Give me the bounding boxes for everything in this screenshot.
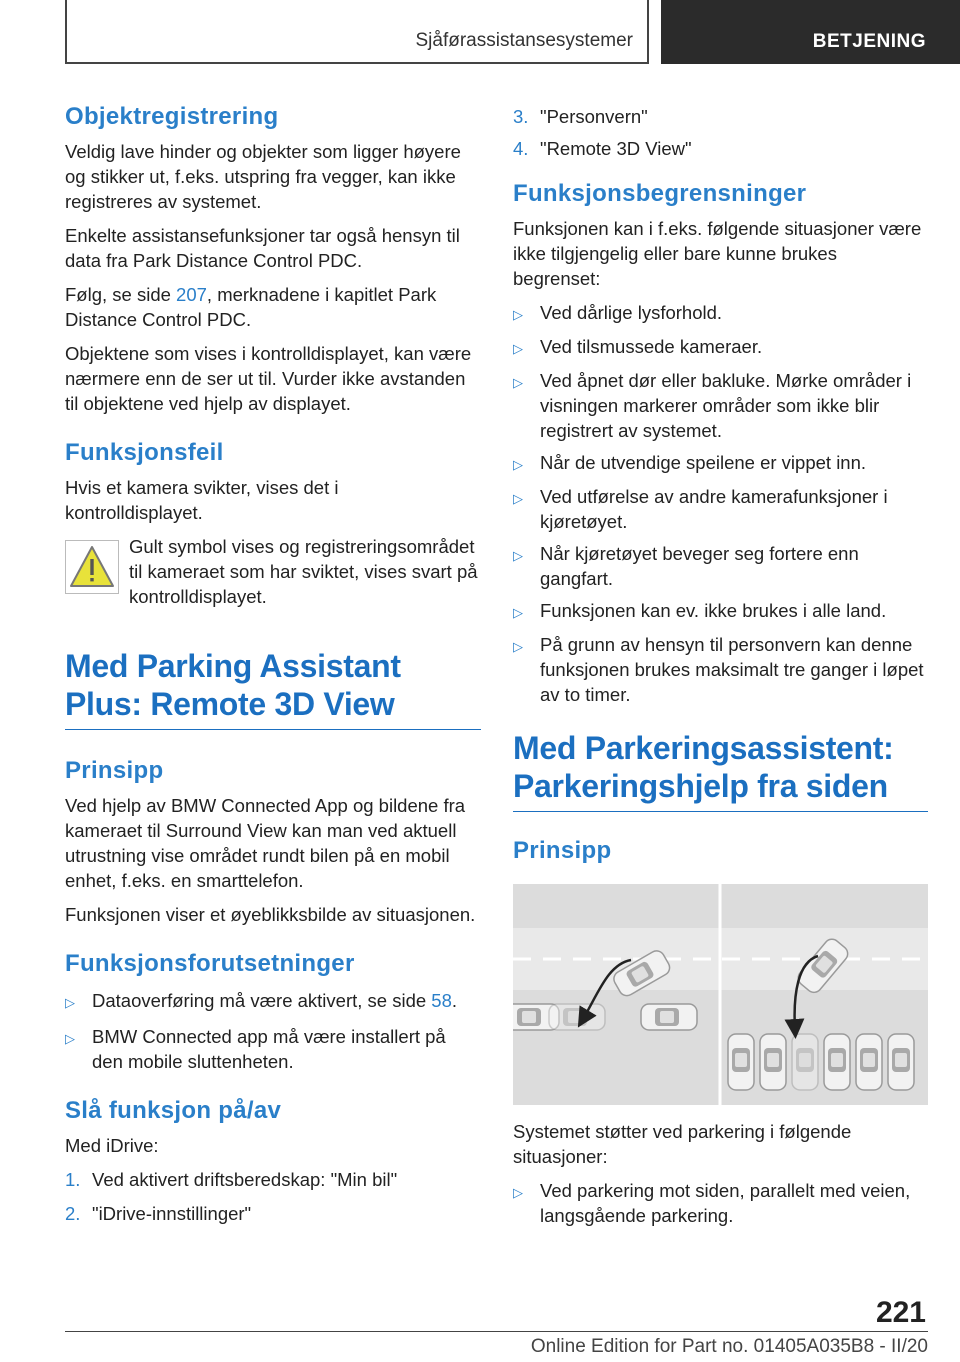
footer-divider [65,1331,928,1332]
step-number: 3. [513,106,529,127]
list-text: Når kjøretøyet beveger seg fortere enn gangfart. [540,543,859,589]
paragraph: Enkelte assistansefunksjoner tar også hensyn til data fra Park Distance Control PDC. [65,225,460,271]
triangle-right-icon: ▷ [513,548,523,563]
triangle-right-icon: ▷ [65,995,75,1010]
list-item [513,104,928,129]
triangle-right-icon: ▷ [513,1185,523,1200]
list-item [65,988,481,1015]
heading-funksjonsbegrensninger: Funksjonsbegrensninger [513,180,807,207]
list-text: Funksjonen kan ev. ikke brukes i alle land. [540,600,887,621]
heading-objektregistrering: Objektregistrering [65,103,279,130]
parking-illustration [513,884,928,1105]
list-item [65,1167,481,1192]
list-item [513,598,928,625]
text: Følg, se side [65,284,177,305]
paragraph: Veldig lave hinder og objekter som ligger høyere og stikker ut, f.eks. utspring fra vegger, kan ikke registreres av systemet. [65,141,461,212]
list-text: BMW Connected app må være installert på den mobile sluttenheten. [92,1026,446,1072]
page-link[interactable]: 58 [431,990,452,1011]
step-text: "Personvern" [540,106,648,127]
list-item [513,136,928,161]
text: , merknadene i kapitlet Park Distance Control PDC. [65,284,437,330]
triangle-right-icon: ▷ [513,375,523,390]
step-text: Ved aktivert driftsberedskap: "Min bil" [92,1169,398,1190]
step-text: "Remote 3D View" [540,138,692,159]
paragraph: Funksjonen viser et øyeblikksbilde av situasjonen. [65,904,476,925]
page-number: 221 [875,1296,926,1329]
heading-prinsipp: Prinsipp [513,837,612,864]
paragraph: Ved hjelp av BMW Connected App og bildene fra kameraet til Surround View kan man ved aktuell utrustning vise området rundt bilen på en mobil enhet, f.eks. en smarttelefon. [65,795,466,891]
triangle-right-icon: ▷ [65,1031,75,1046]
triangle-right-icon: ▷ [513,457,523,472]
triangle-right-icon: ▷ [513,639,523,654]
warning-note [65,534,481,609]
triangle-right-icon: ▷ [513,605,523,620]
section-tab [65,0,649,64]
paragraph [65,282,481,332]
warning-triangle-icon [65,540,119,594]
heading-remote-3d-view: Med Parking Assistant Plus: Remote 3D View [65,648,401,722]
heading-sla-funksjon: Slå funksjon på/av [65,1097,282,1124]
list-item [513,450,928,477]
page-link[interactable]: 207 [176,284,207,305]
list-item [65,1024,481,1074]
page-header [0,0,960,66]
heading-funksjonsforutsetninger: Funksjonsforutsetninger [65,950,355,977]
step-number: 1. [65,1169,81,1190]
paragraph: Med iDrive: [65,1135,159,1156]
text: . [451,990,458,1011]
section-heading-block [65,647,481,730]
left-column [65,100,481,1226]
list-item [513,484,928,534]
heading-funksjonsfeil: Funksjonsfeil [65,439,224,466]
heading-prinsipp: Prinsipp [65,757,164,784]
chapter-title: BETJENING [812,31,926,52]
list-text: Ved åpnet dør eller bakluke. Mørke områder i visningen markerer områder som ikke blir registrert av systemet. [540,370,912,441]
right-column [513,100,928,1228]
chapter-tab [661,0,960,64]
list-item [513,334,928,361]
paragraph: Hvis et kamera svikter, vises det i kontrolldisplayet. [65,477,339,523]
list-text: På grunn av hensyn til personvern kan denne funksjonen brukes maksimalt tre ganger i løpet av to timer. [540,634,924,705]
list-text: Ved utførelse av andre kamerafunksjoner i kjøretøyet. [540,486,888,532]
warning-text: Gult symbol vises og registreringsområdet til kameraet som har sviktet, vises svart på kontrolldisplayet. [129,536,478,607]
list-text: Ved dårlige lysforhold. [540,302,723,323]
list-item [513,300,928,327]
step-text: "iDrive-innstillinger" [92,1203,252,1224]
step-number: 4. [513,138,529,159]
list-item [65,1201,481,1226]
triangle-right-icon: ▷ [513,491,523,506]
paragraph: Funksjonen kan i f.eks. følgende situasjoner være ikke tilgjengelig eller bare kunne brukes begrenset: [513,218,922,289]
heading-parkeringshjelp: Med Parkeringsassistent: Parkeringshjelp fra siden [513,730,894,804]
list-text: Ved parkering mot siden, parallelt med veien, langsgående parkering. [540,1180,911,1226]
section-title: Sjåførassistansesystemer [415,30,633,51]
paragraph: Systemet støtter ved parkering i følgende situasjoner: [513,1121,852,1167]
text: Dataoverføring må være aktivert, se side [92,990,432,1011]
list-text: Når de utvendige speilene er vippet inn. [540,452,867,473]
edition-note: Online Edition for Part no. 01405A035B8 - II/20 [530,1336,928,1357]
list-text [92,988,457,1015]
triangle-right-icon: ▷ [513,341,523,356]
limitations-list [513,300,928,707]
triangle-right-icon: ▷ [513,307,523,322]
parking-diagram [513,884,928,1105]
paragraph: Objektene som vises i kontrolldisplayet, kan være nærmere enn de ser ut til. Vurder ikke avstanden til objektene ved hjelp av displayet. [65,343,472,414]
list-item [513,368,928,443]
list-item [513,1178,928,1228]
list-item [513,632,928,707]
list-item [513,541,928,591]
step-number: 2. [65,1203,81,1224]
section-heading-block [513,729,928,812]
list-text: Ved tilsmussede kameraer. [540,336,763,357]
